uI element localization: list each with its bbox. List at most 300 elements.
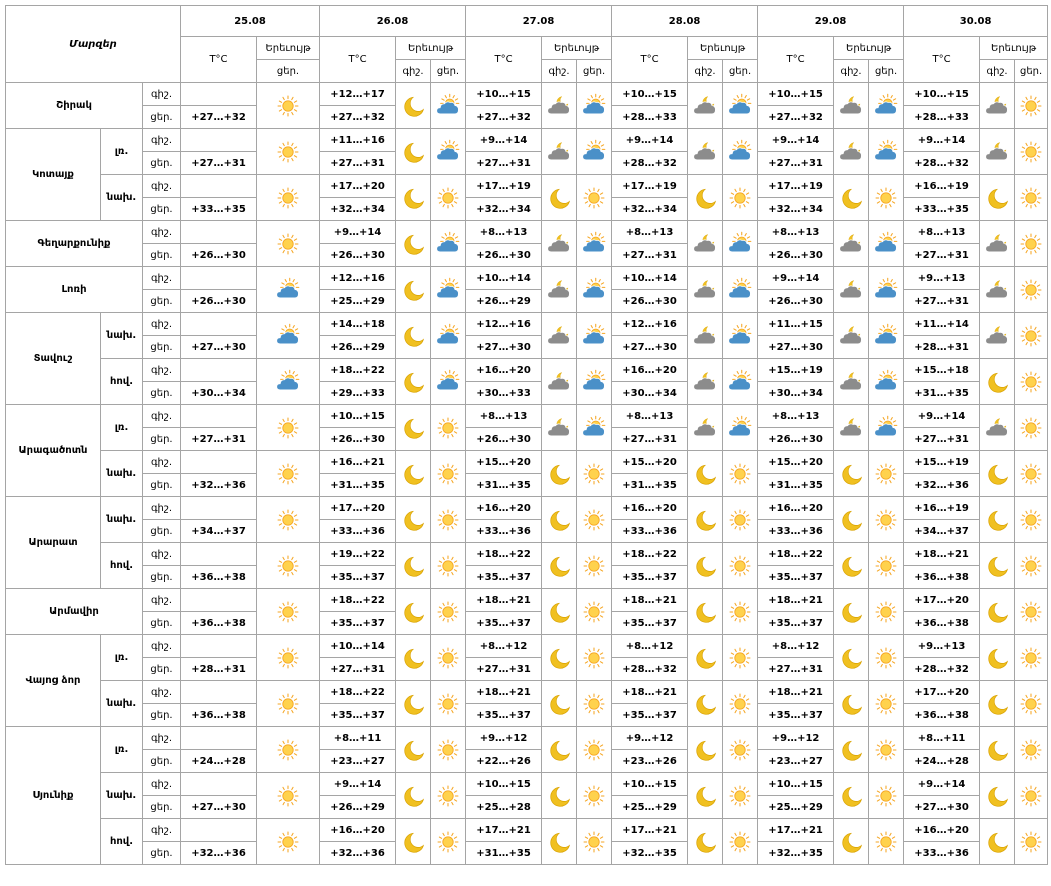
weather-day-icon-cell <box>577 727 612 773</box>
temperature-range: +27…+31 <box>758 658 834 681</box>
weather-night-icon-cell <box>980 543 1015 589</box>
weather-night-icon-cell <box>542 175 577 221</box>
temperature-range: +26…+30 <box>320 428 396 451</box>
temperature-range: +24…+28 <box>904 750 980 773</box>
temperature-range: +17…+20 <box>904 681 980 704</box>
night-header: գիշ. <box>980 60 1015 83</box>
weather-night-icon-cell <box>980 819 1015 865</box>
sun-icon <box>275 461 301 487</box>
moon-cloud-icon <box>838 323 864 349</box>
sun-icon <box>873 691 899 717</box>
moon-icon <box>692 553 718 579</box>
temperature-range: +18…+21 <box>904 543 980 566</box>
night-label: գիշ. <box>143 221 181 244</box>
temperature-range: +9…+12 <box>466 727 542 750</box>
phenomenon-header: Երեւույթ <box>980 37 1048 60</box>
temperature-range: +17…+21 <box>612 819 688 842</box>
temperature-range: +18…+22 <box>612 543 688 566</box>
temperature-range: +32…+36 <box>320 842 396 865</box>
moon-icon <box>692 599 718 625</box>
date-header-3: 27.08 <box>466 6 612 37</box>
weather-night-icon-cell <box>542 129 577 175</box>
sun-cloud-icon <box>581 139 607 165</box>
forecast-row <box>6 175 1048 198</box>
temperature-range: +28…+32 <box>612 152 688 175</box>
moon-icon <box>400 323 426 349</box>
temperature-range: +26…+30 <box>612 290 688 313</box>
temperature-range: +16…+20 <box>612 359 688 382</box>
forecast-row <box>6 543 1048 566</box>
moon-icon <box>692 829 718 855</box>
weather-night-icon-cell <box>542 773 577 819</box>
temperature-range: +32…+35 <box>612 842 688 865</box>
moon-icon <box>546 829 572 855</box>
weather-night-icon-cell <box>834 359 869 405</box>
moon-icon <box>984 461 1010 487</box>
night-header: գիշ. <box>688 60 723 83</box>
sun-icon <box>275 599 301 625</box>
moon-icon <box>546 185 572 211</box>
temperature-range: +9…+14 <box>612 129 688 152</box>
moon-cloud-icon <box>984 415 1010 441</box>
temperature-range: +27…+31 <box>612 428 688 451</box>
weather-day-icon-cell <box>723 405 758 451</box>
sun-icon <box>1018 645 1044 671</box>
region-name: Վայոց ձոր <box>6 635 101 727</box>
weather-night-icon-cell <box>542 589 577 635</box>
night-label: գիշ. <box>143 681 181 704</box>
sun-cloud-icon <box>581 277 607 303</box>
temperature-range: +16…+20 <box>612 497 688 520</box>
moon-cloud-icon <box>546 139 572 165</box>
weather-day-icon-cell <box>723 681 758 727</box>
weather-night-icon-cell <box>542 497 577 543</box>
temperature-range: +10…+15 <box>904 83 980 106</box>
sun-cloud-icon <box>727 323 753 349</box>
weather-night-icon-cell <box>396 359 431 405</box>
temperature-range: +27…+32 <box>758 106 834 129</box>
sun-icon <box>581 461 607 487</box>
sun-icon <box>727 553 753 579</box>
phenomenon-header: Երեւույթ <box>542 37 612 60</box>
temperature-range: +26…+29 <box>320 336 396 359</box>
moon-icon <box>838 783 864 809</box>
temperature-range: +18…+21 <box>612 589 688 612</box>
weather-day-icon-cell <box>577 405 612 451</box>
weather-day-icon-cell <box>577 543 612 589</box>
sun-icon <box>435 599 461 625</box>
moon-cloud-icon <box>984 277 1010 303</box>
temperature-range: +36…+38 <box>904 566 980 589</box>
night-label: գիշ. <box>143 175 181 198</box>
sun-icon <box>1018 553 1044 579</box>
night-label: գիշ. <box>143 405 181 428</box>
temp-header: T°C <box>181 37 257 83</box>
weather-day-icon-cell <box>1015 819 1048 865</box>
sun-icon <box>873 599 899 625</box>
sun-icon <box>435 553 461 579</box>
moon-icon <box>400 415 426 441</box>
sun-icon <box>275 93 301 119</box>
moon-cloud-icon <box>984 323 1010 349</box>
temperature-range: +35…+37 <box>758 566 834 589</box>
weather-day-icon-cell <box>431 313 466 359</box>
weather-day-icon-cell <box>431 405 466 451</box>
temperature-range: +33…+36 <box>320 520 396 543</box>
weather-day-icon-cell <box>577 819 612 865</box>
weather-day-icon-cell <box>257 313 320 359</box>
temperature-range: +34…+37 <box>904 520 980 543</box>
sun-icon <box>1018 461 1044 487</box>
weather-night-icon-cell <box>542 267 577 313</box>
weather-night-icon-cell <box>980 221 1015 267</box>
weather-day-icon-cell <box>577 497 612 543</box>
temperature-range: +18…+21 <box>758 681 834 704</box>
forecast-row <box>6 589 1048 612</box>
temperature-range: +9…+14 <box>758 129 834 152</box>
weather-night-icon-cell <box>542 635 577 681</box>
weather-day-icon-cell <box>577 681 612 727</box>
temperature-range <box>181 543 257 566</box>
temp-header: T°C <box>758 37 834 83</box>
temperature-range <box>181 681 257 704</box>
weather-night-icon-cell <box>542 727 577 773</box>
weather-day-icon-cell <box>1015 497 1048 543</box>
moon-icon <box>838 691 864 717</box>
weather-night-icon-cell <box>980 405 1015 451</box>
temperature-range: +27…+31 <box>320 152 396 175</box>
moon-cloud-icon <box>692 277 718 303</box>
temperature-range: +8…+13 <box>466 405 542 428</box>
temperature-range: +9…+14 <box>320 773 396 796</box>
temp-header: T°C <box>466 37 542 83</box>
moon-icon <box>984 553 1010 579</box>
date-header-6: 30.08 <box>904 6 1048 37</box>
day-label: ցեր. <box>143 382 181 405</box>
moon-icon <box>546 691 572 717</box>
temperature-range: +26…+30 <box>466 428 542 451</box>
temperature-range: +31…+35 <box>758 474 834 497</box>
temperature-range: +27…+31 <box>904 428 980 451</box>
sun-icon <box>435 691 461 717</box>
temperature-range <box>181 129 257 152</box>
temperature-range: +11…+16 <box>320 129 396 152</box>
phenomenon-header: Երեւույթ <box>688 37 758 60</box>
temperature-range: +30…+34 <box>181 382 257 405</box>
weather-day-icon-cell <box>723 83 758 129</box>
temperature-range: +32…+34 <box>320 198 396 221</box>
sun-icon <box>1018 507 1044 533</box>
temperature-range: +17…+20 <box>320 175 396 198</box>
sun-icon <box>435 737 461 763</box>
sun-icon <box>727 645 753 671</box>
sun-icon <box>1018 231 1044 257</box>
forecast-row <box>6 681 1048 704</box>
moon-cloud-icon <box>692 415 718 441</box>
temperature-range: +28…+31 <box>181 658 257 681</box>
moon-cloud-icon <box>546 277 572 303</box>
region-name: Տավուշ <box>6 313 101 405</box>
moon-icon <box>838 461 864 487</box>
temperature-range: +22…+26 <box>466 750 542 773</box>
sun-icon <box>275 691 301 717</box>
moon-cloud-icon <box>838 415 864 441</box>
sun-icon <box>275 231 301 257</box>
temperature-range: +26…+30 <box>758 290 834 313</box>
temperature-range: +10…+15 <box>612 773 688 796</box>
temperature-range: +8…+13 <box>758 221 834 244</box>
day-header: ցեր. <box>1015 60 1048 83</box>
sun-icon <box>275 553 301 579</box>
weather-night-icon-cell <box>688 359 723 405</box>
weather-day-icon-cell <box>1015 773 1048 819</box>
temperature-range: +35…+37 <box>466 704 542 727</box>
moon-icon <box>400 185 426 211</box>
temperature-range: +23…+27 <box>758 750 834 773</box>
weather-night-icon-cell <box>834 129 869 175</box>
night-label: գիշ. <box>143 129 181 152</box>
weather-night-icon-cell <box>688 497 723 543</box>
sun-icon <box>727 599 753 625</box>
moon-icon <box>984 783 1010 809</box>
temperature-range <box>181 497 257 520</box>
weather-night-icon-cell <box>980 497 1015 543</box>
weather-night-icon-cell <box>834 543 869 589</box>
temperature-range: +35…+37 <box>758 612 834 635</box>
sun-icon <box>1018 185 1044 211</box>
sun-icon <box>275 185 301 211</box>
moon-icon <box>400 93 426 119</box>
moon-cloud-icon <box>692 139 718 165</box>
weather-day-icon-cell <box>577 589 612 635</box>
weather-night-icon-cell <box>834 405 869 451</box>
temperature-range: +25…+29 <box>320 290 396 313</box>
moon-icon <box>692 691 718 717</box>
moon-icon <box>546 507 572 533</box>
day-label: ցեր. <box>143 336 181 359</box>
weather-night-icon-cell <box>834 313 869 359</box>
weather-day-icon-cell <box>577 129 612 175</box>
weather-day-icon-cell <box>431 635 466 681</box>
moon-icon <box>400 829 426 855</box>
temperature-range: +10…+15 <box>758 773 834 796</box>
sun-cloud-icon <box>435 369 461 395</box>
region-name: Արմավիր <box>6 589 143 635</box>
temperature-range: +27…+31 <box>904 290 980 313</box>
moon-cloud-icon <box>984 139 1010 165</box>
subregion-name: նախ. <box>101 681 143 727</box>
weather-night-icon-cell <box>542 681 577 727</box>
moon-icon <box>838 553 864 579</box>
day-header: ցեր. <box>723 60 758 83</box>
moon-cloud-icon <box>546 231 572 257</box>
temp-header: T°C <box>904 37 980 83</box>
moon-icon <box>400 645 426 671</box>
sun-cloud-icon <box>873 139 899 165</box>
subregion-name: նախ. <box>101 773 143 819</box>
sun-cloud-icon <box>435 139 461 165</box>
weather-night-icon-cell <box>542 543 577 589</box>
temp-header: T°C <box>612 37 688 83</box>
sun-icon <box>1018 783 1044 809</box>
sun-cloud-icon <box>581 415 607 441</box>
weather-day-icon-cell <box>1015 405 1048 451</box>
moon-icon <box>400 461 426 487</box>
temperature-range: +18…+21 <box>466 681 542 704</box>
temperature-range: +27…+31 <box>758 152 834 175</box>
weather-day-icon-cell <box>723 129 758 175</box>
moon-icon <box>692 507 718 533</box>
temperature-range: +31…+35 <box>320 474 396 497</box>
moon-icon <box>546 783 572 809</box>
temperature-range: +35…+37 <box>612 612 688 635</box>
weather-night-icon-cell <box>834 221 869 267</box>
forecast-body <box>6 6 1048 865</box>
forecast-row <box>6 819 1048 842</box>
weather-night-icon-cell <box>688 313 723 359</box>
phenomenon-header: Երեւույթ <box>396 37 466 60</box>
temperature-range <box>181 635 257 658</box>
moon-icon <box>838 507 864 533</box>
sun-icon <box>727 461 753 487</box>
weather-night-icon-cell <box>980 589 1015 635</box>
temperature-range: +33…+36 <box>612 520 688 543</box>
region-name: Շիրակ <box>6 83 143 129</box>
day-label: ցեր. <box>143 198 181 221</box>
temperature-range: +12…+16 <box>612 313 688 336</box>
temperature-range: +25…+28 <box>466 796 542 819</box>
temperature-range: +10…+15 <box>758 83 834 106</box>
temperature-range: +10…+15 <box>466 773 542 796</box>
sun-icon <box>727 691 753 717</box>
subregion-name: նախ. <box>101 313 143 359</box>
weather-day-icon-cell <box>869 405 904 451</box>
moon-icon <box>984 185 1010 211</box>
moon-cloud-icon <box>838 369 864 395</box>
temperature-range: +33…+35 <box>181 198 257 221</box>
weather-day-icon-cell <box>869 83 904 129</box>
temperature-range: +35…+37 <box>466 612 542 635</box>
weather-day-icon-cell <box>257 451 320 497</box>
moon-icon <box>838 829 864 855</box>
weather-night-icon-cell <box>688 819 723 865</box>
temperature-range: +32…+36 <box>181 474 257 497</box>
temperature-range: +8…+12 <box>466 635 542 658</box>
temperature-range: +35…+37 <box>320 566 396 589</box>
weather-night-icon-cell <box>688 635 723 681</box>
sun-icon <box>435 783 461 809</box>
temperature-range: +9…+12 <box>758 727 834 750</box>
sun-icon <box>435 415 461 441</box>
temperature-range: +33…+36 <box>758 520 834 543</box>
moon-cloud-icon <box>692 93 718 119</box>
weather-day-icon-cell <box>723 819 758 865</box>
temperature-range: +9…+14 <box>904 773 980 796</box>
temperature-range: +31…+35 <box>904 382 980 405</box>
weather-day-icon-cell <box>723 773 758 819</box>
subregion-name: լռ. <box>101 129 143 175</box>
sun-icon <box>581 783 607 809</box>
sun-icon <box>1018 829 1044 855</box>
weather-night-icon-cell <box>834 773 869 819</box>
weather-day-icon-cell <box>1015 221 1048 267</box>
sun-cloud-icon <box>727 415 753 441</box>
temperature-range: +10…+15 <box>320 405 396 428</box>
weather-day-icon-cell <box>257 497 320 543</box>
moon-cloud-icon <box>838 231 864 257</box>
moon-icon <box>984 507 1010 533</box>
sun-icon <box>1018 323 1044 349</box>
temperature-range: +11…+15 <box>758 313 834 336</box>
temperature-range: +17…+21 <box>466 819 542 842</box>
weather-day-icon-cell <box>431 773 466 819</box>
weather-day-icon-cell <box>431 819 466 865</box>
moon-icon <box>838 599 864 625</box>
temperature-range: +27…+30 <box>181 336 257 359</box>
sun-icon <box>435 507 461 533</box>
forecast-row <box>6 405 1048 428</box>
temperature-range: +36…+38 <box>181 612 257 635</box>
sun-cloud-icon <box>435 323 461 349</box>
temperature-range: +27…+30 <box>904 796 980 819</box>
temperature-range: +27…+31 <box>904 244 980 267</box>
weather-night-icon-cell <box>834 727 869 773</box>
sun-cloud-icon <box>435 93 461 119</box>
temperature-range: +27…+30 <box>181 796 257 819</box>
temperature-range: +27…+32 <box>466 106 542 129</box>
weather-day-icon-cell <box>1015 681 1048 727</box>
temperature-range: +16…+20 <box>320 819 396 842</box>
temperature-range <box>181 267 257 290</box>
temperature-range <box>181 451 257 474</box>
temperature-range: +32…+36 <box>181 842 257 865</box>
temperature-range: +26…+30 <box>758 428 834 451</box>
sun-cloud-icon <box>435 231 461 257</box>
sun-cloud-icon <box>435 277 461 303</box>
weather-day-icon-cell <box>257 543 320 589</box>
forecast-row <box>6 221 1048 244</box>
day-label: ցեր. <box>143 152 181 175</box>
moon-icon <box>984 369 1010 395</box>
subregion-name: լռ. <box>101 635 143 681</box>
sun-icon <box>581 599 607 625</box>
temperature-range: +11…+14 <box>904 313 980 336</box>
weather-night-icon-cell <box>688 681 723 727</box>
sun-cloud-icon <box>873 323 899 349</box>
day-label: ցեր. <box>143 612 181 635</box>
weather-day-icon-cell <box>577 175 612 221</box>
temperature-range: +36…+38 <box>181 566 257 589</box>
weather-night-icon-cell <box>542 359 577 405</box>
temperature-range: +17…+19 <box>466 175 542 198</box>
sun-cloud-icon <box>727 369 753 395</box>
weather-day-icon-cell <box>431 221 466 267</box>
temperature-range: +18…+22 <box>320 589 396 612</box>
day-label: ցեր. <box>143 566 181 589</box>
sun-icon <box>873 507 899 533</box>
moon-cloud-icon <box>546 323 572 349</box>
weather-night-icon-cell <box>542 221 577 267</box>
sun-cloud-icon <box>581 323 607 349</box>
weather-day-icon-cell <box>431 497 466 543</box>
weather-day-icon-cell <box>257 359 320 405</box>
weather-night-icon-cell <box>980 267 1015 313</box>
weather-day-icon-cell <box>431 727 466 773</box>
forecast-row <box>6 83 1048 106</box>
weather-day-icon-cell <box>723 727 758 773</box>
weather-night-icon-cell <box>688 727 723 773</box>
forecast-row <box>6 451 1048 474</box>
